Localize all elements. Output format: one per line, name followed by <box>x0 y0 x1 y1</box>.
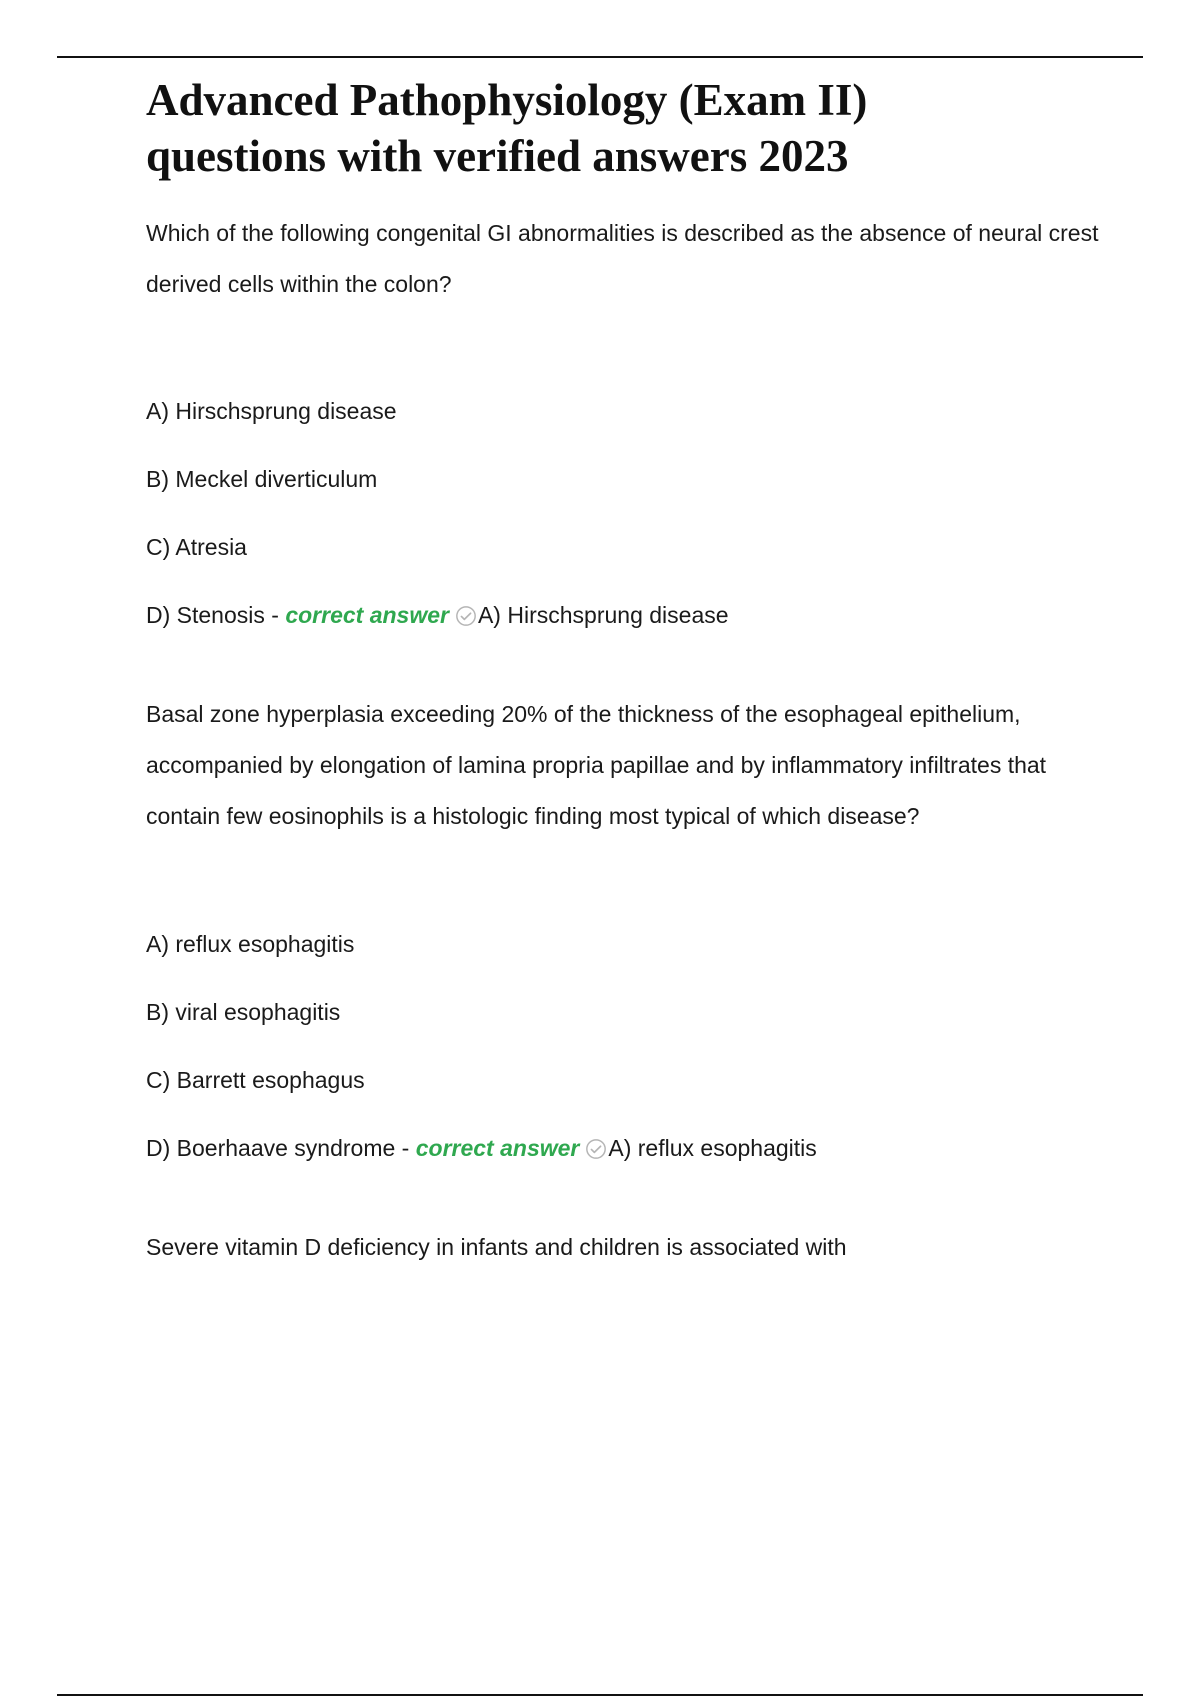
option-item: A) Hirschsprung disease <box>146 398 397 424</box>
header-rule <box>57 56 1143 58</box>
check-circle-icon <box>585 1138 607 1160</box>
answer-text: A) Hirschsprung disease <box>477 602 729 628</box>
question-2-text: Basal zone hyperplasia exceeding 20% of the thickness of the esophageal epithelium, accompanied by elongation of lamina propria papillae and by inflammatory infiltrates that contain few eosinophils is a histologic finding most typical of which disease? <box>146 701 1047 829</box>
title-line-1: Advanced Pathophysiology (Exam II) <box>146 75 868 125</box>
correct-answer-label: correct answer <box>415 1135 580 1161</box>
last-option-text: D) Boerhaave syndrome - <box>146 1135 410 1161</box>
option-item: B) viral esophagitis <box>146 999 341 1025</box>
answer-text: A) reflux esophagitis <box>608 1135 817 1161</box>
title-line-2: questions with verified answers 2023 <box>146 131 849 181</box>
option-item: C) Atresia <box>146 534 247 560</box>
question-1-text: Which of the following congenital GI abnormalities is described as the absence of neural crest derived cells within the colon? <box>146 220 1099 297</box>
question-3-text: Severe vitamin D deficiency in infants and children is associated with <box>146 1234 847 1260</box>
page-title <box>146 72 1106 184</box>
question-1-options <box>146 395 1106 631</box>
option-item: A) reflux esophagitis <box>146 931 355 957</box>
option-item: C) Barrett esophagus <box>146 1067 365 1093</box>
last-option-text: D) Stenosis - <box>146 602 279 628</box>
footer-rule <box>57 1694 1143 1696</box>
document-body <box>146 72 1106 1273</box>
question-2-options <box>146 928 1106 1164</box>
check-circle-icon <box>455 605 477 627</box>
option-item-with-answer <box>146 599 1106 631</box>
option-item: B) Meckel diverticulum <box>146 466 378 492</box>
option-item-with-answer <box>146 1132 1106 1164</box>
correct-answer-label: correct answer <box>285 602 449 628</box>
